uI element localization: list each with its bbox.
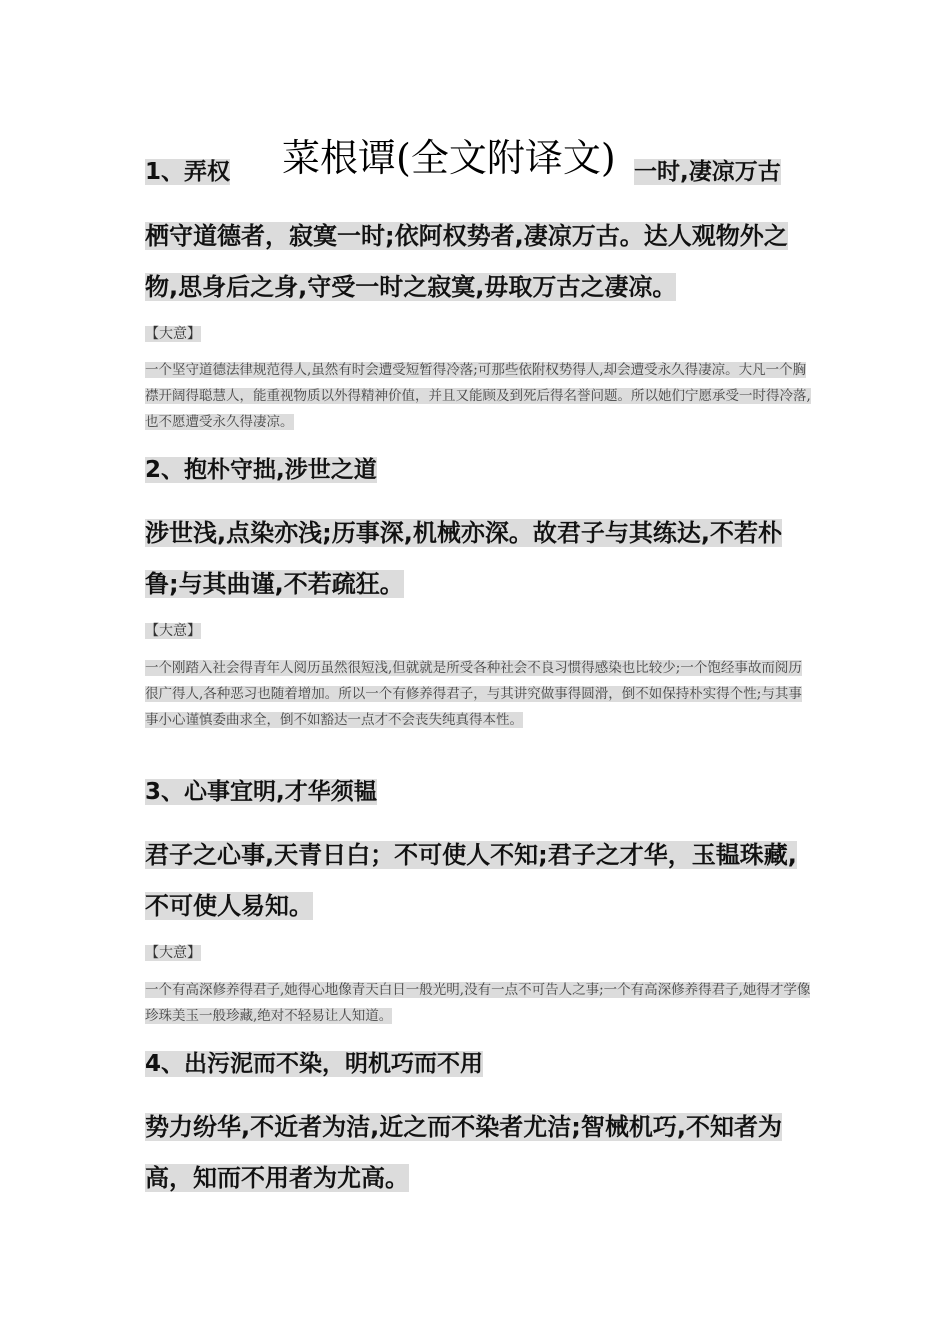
section-4-original	[145, 1102, 815, 1204]
section-1-heading	[145, 155, 230, 189]
section-1-translation-text: 一个坚守道德法律规范得人,虽然有时会遭受短暂得冷落;可那些依附权势得人,却会遭受永久得凄凉。大凡一个胸襟开阔得聪慧人，能重视物质以外得精神价值，并且又能顾及到死后得名誉问题。所以她们宁愿承受一时得冷落,也不愿遭受永久得凄凉。	[145, 362, 811, 430]
section-2-translation-text: 一个刚踏入社会得青年人阅历虽然很短浅,但就就是所受各种社会不良习惯得感染也比较少;一个饱经事故而阅历很广得人,各种恶习也随着增加。所以一个有修养得君子，与其讲究做事得圆滑，倒不如保持朴实得个性;与其事事小心谨慎委曲求全，倒不如豁达一点才不会丧失纯真得本性。	[145, 660, 802, 728]
section-1-original	[145, 211, 815, 313]
section-3-heading-text: 3、心事宜明,才华须韫	[145, 779, 377, 805]
section-1-original-text: 栖守道德者，寂寞一时;依阿权势者,凄凉万古。达人观物外之物,思身后之身,守受一时之寂寞,毋取万古之凄凉。	[145, 222, 788, 301]
page-title: 菜根谭(全文附译文)	[270, 132, 628, 184]
section-1-translation	[145, 357, 815, 435]
section-1-heading-right: 一时,凄凉万古	[634, 159, 781, 185]
section-4-original-text: 势力纷华,不近者为洁,近之而不染者尤洁;智械机巧,不知者为高，知而不用者为尤高。	[145, 1113, 782, 1192]
section-1-heading-left: 1、弄权	[145, 159, 231, 185]
section-4-heading	[145, 1047, 483, 1081]
section-2-label-text: 【大意】	[145, 623, 201, 639]
section-3-heading	[145, 775, 377, 809]
section-2-heading	[145, 453, 377, 487]
section-2-original	[145, 508, 815, 610]
section-1-label	[145, 324, 201, 344]
section-3-original-text: 君子之心事,天青日白；不可使人不知;君子之才华，玉韫珠藏,不可使人易知。	[145, 841, 797, 920]
section-3-translation-text: 一个有高深修养得君子,她得心地像青天白日一般光明,没有一点不可告人之事;一个有高深修养得君子,她得才学像珍珠美玉一般珍藏,绝对不轻易让人知道。	[145, 982, 811, 1024]
section-3-label-text: 【大意】	[145, 945, 201, 961]
section-2-heading-text: 2、抱朴守拙,涉世之道	[145, 457, 377, 483]
section-4-heading-text: 4、出污泥而不染，明机巧而不用	[145, 1051, 484, 1077]
section-3-label	[145, 943, 201, 963]
section-1-heading-right-wrap	[634, 155, 781, 189]
section-2-original-text: 涉世浅,点染亦浅;历事深,机械亦深。故君子与其练达,不若朴鲁;与其曲谨,不若疏狂。	[145, 519, 782, 598]
section-1-label-text: 【大意】	[145, 326, 201, 342]
section-3-translation	[145, 977, 815, 1029]
section-2-label	[145, 621, 201, 641]
section-3-original	[145, 830, 815, 932]
section-2-translation	[145, 655, 815, 733]
